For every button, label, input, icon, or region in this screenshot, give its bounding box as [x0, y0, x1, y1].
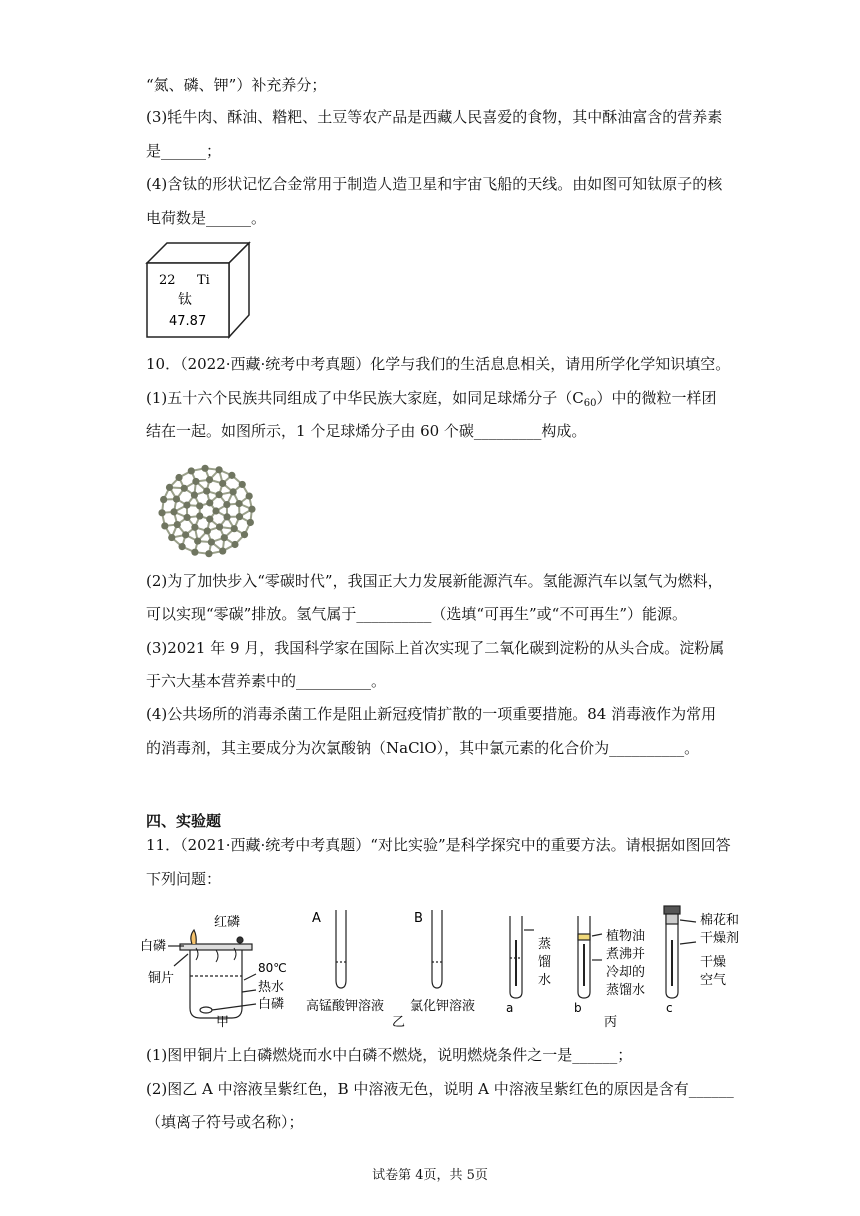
text-line: (4)公共场所的消毒杀菌工作是阻止新冠疫情扩散的一项重要措施。84 消毒液作为常用: [146, 705, 717, 723]
carbon-atom: [239, 481, 246, 488]
c60-molecule-image: [148, 456, 266, 566]
carbon-atom: [219, 547, 226, 554]
svg-text:白磷: 白磷: [140, 939, 167, 954]
section-heading: 四、实验题: [146, 812, 222, 830]
figure-jia: [168, 930, 256, 1018]
carbon-atom: [231, 525, 238, 532]
carbon-atom: [236, 513, 243, 520]
svg-text:高锰酸钾溶液: 高锰酸钾溶液: [306, 999, 385, 1014]
svg-text:红磷: 红磷: [214, 915, 241, 930]
question-title: 11．（2021·西藏·统考中考真题）“对比实验”是科学探究中的重要方法。请根据如图回答: [146, 836, 731, 854]
carbon-atom: [191, 549, 198, 556]
carbon-atom: [223, 513, 230, 520]
carbon-atom: [247, 519, 254, 526]
carbon-atom: [231, 541, 238, 548]
carbon-atom: [212, 507, 219, 514]
atomic-mass: 47.87: [169, 314, 207, 329]
svg-text:冷却的: 冷却的: [606, 965, 646, 980]
svg-text:棉花和: 棉花和: [700, 913, 740, 928]
carbon-atom: [228, 472, 235, 479]
carbon-atom: [191, 524, 198, 531]
carbon-atom: [215, 466, 222, 473]
carbon-atom: [183, 502, 190, 509]
text-line: (2)图乙 A 中溶液呈紫红色，B 中溶液无色，说明 A 中溶液呈紫红色的原因是含有______: [146, 1080, 734, 1098]
carbon-atom: [158, 509, 165, 516]
svg-text:乙: 乙: [392, 1015, 406, 1030]
svg-text:甲: 甲: [216, 1015, 230, 1030]
carbon-atom: [206, 516, 213, 523]
svg-text:氯化钾溶液: 氯化钾溶液: [410, 999, 476, 1014]
carbon-atom: [219, 480, 226, 487]
text-line: 结在一起。如图所示，1 个足球烯分子由 60 个碳_________构成。: [146, 422, 587, 440]
svg-text:c: c: [666, 1001, 673, 1015]
carbon-atom: [196, 502, 203, 509]
svg-text:铜片: 铜片: [148, 971, 175, 986]
text-line: (1)图甲铜片上白磷燃烧而水中白磷不燃烧，说明燃烧条件之一是______；: [146, 1046, 633, 1064]
svg-text:馏: 馏: [538, 955, 552, 970]
svg-text:80℃: 80℃: [258, 961, 287, 975]
carbon-atom: [216, 491, 223, 498]
element-name: 钛: [178, 292, 192, 308]
text-line: (3)牦牛肉、酥油、糌粑、土豆等农产品是西藏人民喜爱的食物，其中酥油富含的营养素: [146, 108, 723, 126]
carbon-atom: [208, 538, 215, 545]
carbon-atom: [206, 499, 213, 506]
carbon-atom: [196, 512, 203, 519]
text-line: 下列问题：: [146, 870, 222, 888]
carbon-atom: [160, 496, 167, 503]
titanium-element-card: [145, 241, 253, 339]
question-title: 10．（2022·西藏·统考中考真题）化学与我们的生活息息相关，请用所学化学知识填空。: [146, 355, 731, 373]
text-line: (4)含钛的形状记忆合金常用于制造人造卫星和宇宙飞船的天线。由如图可知钛原子的核: [146, 175, 723, 193]
carbon-atom: [248, 506, 255, 513]
svg-text:煮沸并: 煮沸并: [606, 947, 646, 962]
carbon-atom: [192, 478, 199, 485]
svg-text:热水: 热水: [258, 980, 285, 995]
carbon-atom: [246, 492, 253, 499]
svg-text:a: a: [506, 1001, 514, 1015]
text-line: 可以实现“零碳”排放。氢气属于__________（选填“可再生”或“不可再生”）能源。: [146, 605, 688, 623]
carbon-atom: [223, 501, 230, 508]
svg-text:A: A: [312, 911, 321, 926]
svg-text:蒸馏水: 蒸馏水: [606, 983, 646, 998]
svg-text:干燥剂: 干燥剂: [700, 931, 740, 946]
carbon-atom: [230, 488, 237, 495]
carbon-atom: [181, 485, 188, 492]
carbon-atom: [168, 534, 175, 541]
svg-text:水: 水: [538, 973, 552, 988]
carbon-atom: [205, 550, 212, 557]
carbon-atom: [201, 465, 208, 472]
carbon-atom: [166, 484, 173, 491]
text-line: “氮、磷、钾”）补充养分；: [146, 76, 327, 94]
text-line: (1)五十六个民族共同组成了中华民族大家庭，如同足球烯分子$(C_{60})$中的微粒一样团: [146, 389, 717, 409]
text-line: 于六大基本营养素中的__________。: [146, 672, 387, 690]
carbon-atom: [170, 508, 177, 515]
text-line: 是______；: [146, 142, 222, 160]
atomic-number: 22: [159, 273, 176, 288]
svg-text:干燥: 干燥: [700, 955, 727, 970]
svg-text:白磷: 白磷: [258, 997, 285, 1012]
carbon-atom: [173, 495, 180, 502]
carbon-atom: [194, 537, 201, 544]
carbon-atom: [184, 514, 191, 521]
carbon-atom: [175, 474, 182, 481]
element-symbol: Ti: [197, 273, 210, 288]
text-line: (3)2021 年 9 月，我国科学家在国际上首次实现了二氧化碳到淀粉的从头合成。淀粉属: [146, 639, 725, 657]
figure-yi: [336, 910, 442, 988]
carbon-atom: [241, 531, 248, 538]
text-line: （填离子符号或名称）；: [146, 1113, 304, 1131]
text-line: 电荷数是______。: [146, 209, 267, 227]
carbon-atom: [206, 476, 213, 483]
carbon-atom: [174, 521, 181, 528]
carbon-atom: [221, 534, 228, 541]
page-footer: 试卷第 4页，共 5页: [372, 1168, 488, 1183]
carbon-atom: [216, 523, 223, 530]
carbon-atom: [191, 491, 198, 498]
carbon-atom: [235, 500, 242, 507]
text-line: (2)为了加快步入“零碳时代”，我国正大力发展新能源汽车。氢能源汽车以氢气为燃料，: [146, 572, 723, 590]
svg-text:丙: 丙: [604, 1015, 618, 1030]
svg-text:蒸: 蒸: [538, 937, 552, 952]
svg-text:植物油: 植物油: [606, 929, 646, 944]
carbon-atom: [161, 522, 168, 529]
experiment-figure: [140, 900, 760, 1030]
text-line: 的消毒剂，其主要成分为次氯酸钠（NaClO），其中氯元素的化合价为__________。: [146, 739, 700, 757]
svg-text:b: b: [574, 1001, 582, 1015]
carbon-atom: [203, 487, 210, 494]
carbon-atom: [188, 467, 195, 474]
svg-text:空气: 空气: [700, 973, 727, 988]
carbon-atom: [182, 531, 189, 538]
svg-text:B: B: [414, 911, 423, 926]
carbon-atom: [204, 527, 211, 534]
carbon-atom: [179, 543, 186, 550]
